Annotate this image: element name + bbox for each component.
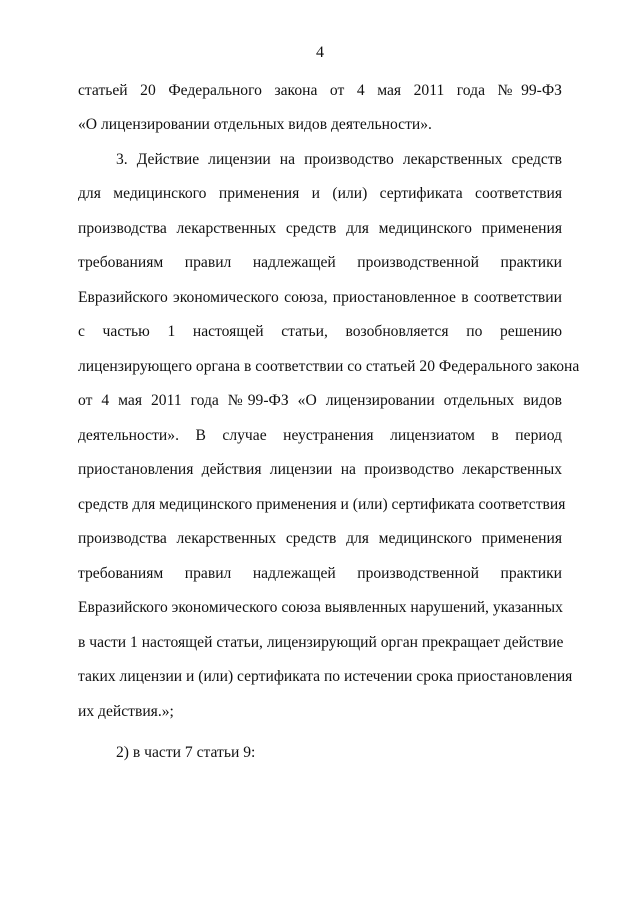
text-line: с частью 1 настоящей статьи, возобновляется по решению — [78, 323, 562, 340]
text-line: требованиям правил надлежащей производственной практики — [78, 254, 562, 271]
text-line: таких лицензии и (или) сертификата по истечении срока приостановления — [78, 668, 573, 685]
text-line: 2) в части 7 статьи 9: — [116, 744, 256, 761]
text-line: производства лекарственных средств для медицинского применения — [78, 530, 562, 547]
text-line: производства лекарственных средств для медицинского применения — [78, 220, 562, 237]
text-line: в части 1 настоящей статьи, лицензирующий орган прекращает действие — [78, 634, 564, 651]
text-line: «О лицензировании отдельных видов деятельности». — [78, 116, 432, 133]
text-line: для медицинского применения и (или) сертификата соответствия — [78, 185, 562, 202]
text-line: деятельности». В случае неустранения лицензиатом в период — [78, 427, 562, 444]
text-line: приостановления действия лицензии на производство лекарственных — [78, 461, 562, 478]
text-line: требованиям правил надлежащей производственной практики — [78, 565, 562, 582]
text-line: статьей 20 Федерального закона от 4 мая 2011 года №99-ФЗ — [78, 82, 562, 99]
text-line: от 4 мая 2011 года №99-ФЗ «О лицензировании отдельных видов — [78, 392, 562, 409]
text-line: средств для медицинского применения и (или) сертификата соответствия — [78, 496, 566, 513]
page-number: 4 — [316, 44, 324, 61]
text-line: их действия.»; — [78, 703, 174, 720]
text-line: лицензирующего органа в соответствии со статьей 20 Федерального закона — [78, 358, 580, 375]
text-line: Евразийского экономического союза выявленных нарушений, указанных — [78, 599, 563, 616]
text-line: 3. Действие лицензии на производство лекарственных средств — [116, 151, 562, 168]
text-line: Евразийского экономического союза, приостановленное в соответствии — [78, 289, 562, 306]
